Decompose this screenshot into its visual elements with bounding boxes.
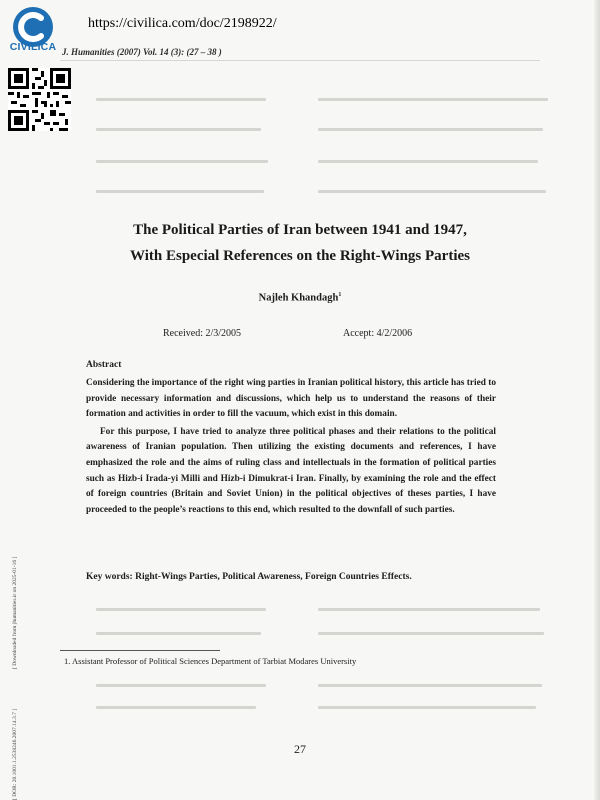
footnote: 1. Assistant Professor of Political Sciences Department of Tarbiat Modares University [64,656,357,666]
abstract-heading: Abstract [86,360,122,370]
document-url[interactable]: https://civilica.com/doc/2198922/ [88,16,277,31]
abstract-body [86,376,496,520]
header-rule [60,60,540,61]
author-footnote-mark: 1 [338,292,342,298]
accepted-date: Accept: 4/2/2006 [343,328,413,339]
qr-code-icon[interactable] [8,68,71,131]
abstract-paragraph-1: Considering the importance of the right wing parties in Iranian political history, this article has tried to provide necessary information and discussions, which help us to understand the reasons of their formation and activities in order to fill the vacuum, which exist in this domain. [86,378,496,420]
logo-text: CIVILICA [9,41,57,53]
paper-title-line-1: The Political Parties of Iran between 1941 and 1947, [133,222,467,238]
page-number: 27 [294,742,306,756]
footnote-rule [60,650,220,651]
doi-text[interactable]: [ DOR: 20.1001.1.2538246.2007.14.3.7 ] [12,708,18,800]
author-name [0,292,600,304]
received-date: Received: 2/3/2005 [163,328,242,339]
page-edge [594,0,600,800]
abstract-paragraph-2: For this purpose, I have tried to analyze three political phases and their relations to the political awareness of Iranian population. Then utilizing the existing documents and references, I have emphasized the role and the aims of ruling class and intellectuals in the formation of political parties such as Hizb-i Irada-yi Milli and Hizb-i Dimukrat-i Iran. Finally, by examining the role and the effect of foreign countries (Britain and Soviet Union) in the political objectives of theses parties, I have proceeded to the people’s reactions to this end, which resulted to the downfall of such parties. [86,426,496,515]
download-text[interactable]: [ Downloaded from jhumanities.ir on 2025-01-16 ] [12,556,18,669]
keywords: Key words: Right-Wings Parties, Political Awareness, Foreign Countries Effects. [86,572,412,582]
side-metadata [12,557,18,800]
paper-title-line-2: With Especial References on the Right-Wings Parties [130,248,470,264]
journal-citation: J. Humanities (2007) Vol. 14 (3): (27 – 38 ) [62,47,222,57]
author-name-text: Najleh Khandagh [258,292,339,304]
